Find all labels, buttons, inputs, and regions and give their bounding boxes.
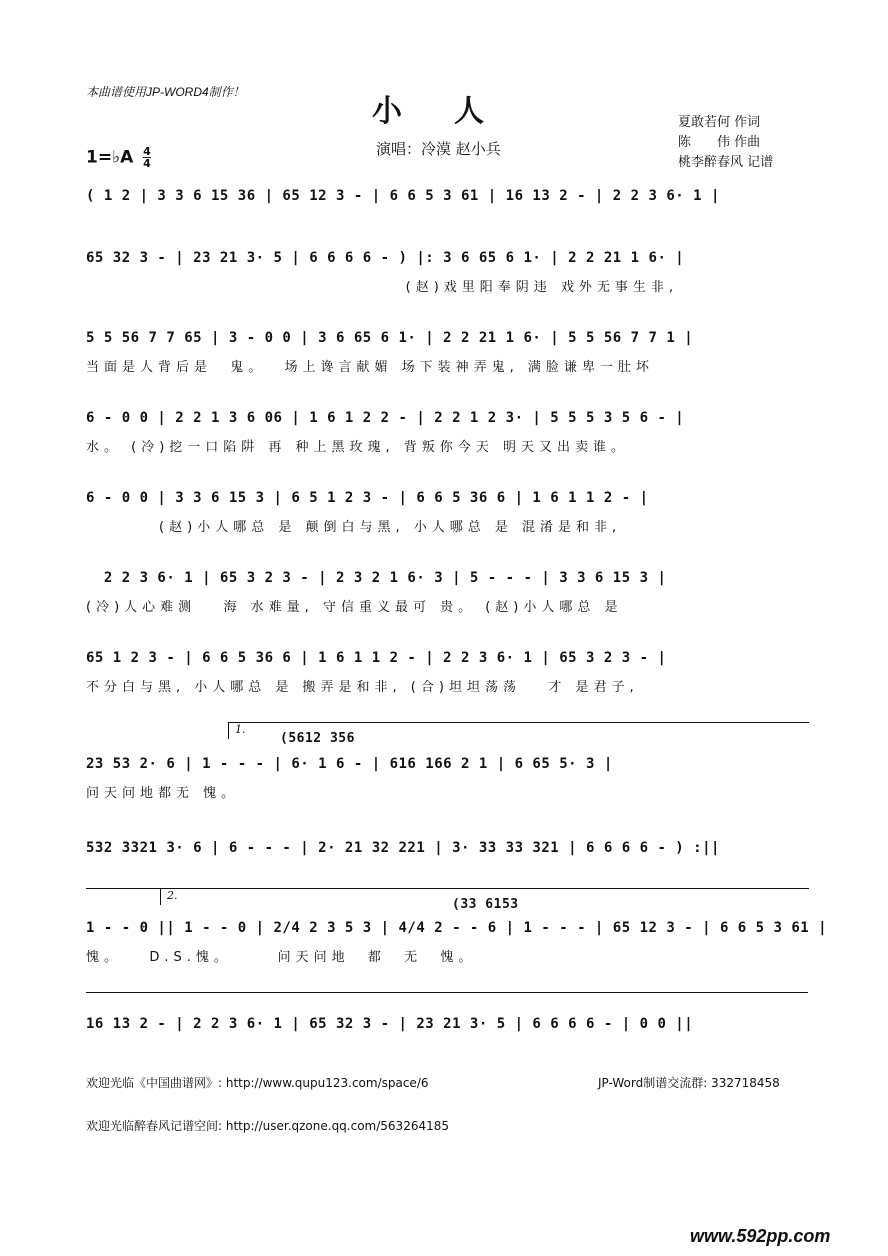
music-line-3: 5 5 56 7 7 65 | 3 - 0 0 | 3 6 65 6 1· | 2 2 21 1 6· | 5 5 56 7 7 1 | <box>86 330 694 346</box>
lyric-line-7: 不分白与黑, 小人哪总 是 搬弄是和非, (合)坦坦荡荡 才 是君子, <box>86 680 639 695</box>
key-label: 1=♭A <box>86 147 134 168</box>
footer-link-space[interactable]: 欢迎光临醉春风记谱空间: http://user.qzone.qq.com/563264185 <box>86 1119 450 1133</box>
composer-credit: 陈 伟 作曲 <box>678 135 761 150</box>
music-line-9: 532 3321 3· 6 | 6 - - - | 2· 21 32 221 | 3· 33 33 321 | 6 6 6 6 - ) :|| <box>86 840 720 856</box>
lyric-line-3: 当面是人背后是 鬼。 场上谗言献媚 场下装神弄鬼, 满脸谦卑一肚坏 <box>86 360 654 375</box>
transcriber-credit: 桃李醉春风 记谱 <box>678 155 774 170</box>
music-line-7: 65 1 2 3 - | 6 6 5 36 6 | 1 6 1 1 2 - | 2 2 3 6· 1 | 65 3 2 3 - | <box>86 650 667 666</box>
key-signature <box>86 146 151 169</box>
music-line-2: 65 32 3 - | 23 21 3· 5 | 6 6 6 6 - ) |: 3 6 65 6 1· | 2 2 21 1 6· | <box>86 250 685 266</box>
music-line-4: 6 - 0 0 | 2 2 1 3 6 06 | 1 6 1 2 2 - | 2 2 1 2 3· | 5 5 5 3 5 6 - | <box>86 410 685 426</box>
time-signature <box>143 146 151 169</box>
maker-note: 本曲谱使用JP-WORD4制作！ <box>86 85 245 99</box>
lyric-line-2: (赵)戏里阳奉阴违 戏外无事生非, <box>86 280 679 295</box>
lyric-line-5: (赵)小人哪总 是 颠倒白与黑, 小人哪总 是 混淆是和非, <box>86 520 622 535</box>
music-line-5: 6 - 0 0 | 3 3 6 15 3 | 6 5 1 2 3 - | 6 6 5 36 6 | 1 6 1 1 2 - | <box>86 490 649 506</box>
footer-group: JP-Word制谱交流群: 332718458 <box>598 1076 780 1090</box>
lyric-line-10: 愧。 D.S.愧。 问天问地 都 无 愧。 <box>86 950 477 965</box>
system-rule-2 <box>86 992 808 993</box>
song-title: 小人 <box>372 94 536 129</box>
instrument-fill-1: (5612 356 <box>280 731 355 746</box>
lyricist-credit: 夏敢若何 作词 <box>678 115 761 130</box>
music-line-8: 23 53 2· 6 | 1 - - - | 6· 1 6 - | 616 166 2 1 | 6 65 5· 3 | <box>86 756 613 772</box>
instrument-fill-2: (33 6153 <box>452 897 519 912</box>
music-line-10: 1 - - 0 || 1 - - 0 | 2/4 2 3 5 3 | 4/4 2 - - 6 | 1 - - - | 65 12 3 - | 6 6 5 3 61 | <box>86 920 828 936</box>
lyric-line-6: (冷)人心难测 海 水难量, 守信重义最可 贵。 (赵)小人哪总 是 <box>86 600 623 615</box>
first-ending-label: 1. <box>235 723 246 736</box>
lyric-line-8: 问天问地都无 愧。 <box>86 786 240 801</box>
music-line-11: 16 13 2 - | 2 2 3 6· 1 | 65 32 3 - | 23 21 3· 5 | 6 6 6 6 - | 0 0 || <box>86 1016 694 1032</box>
lyric-line-4: 水。 (冷)挖一口陷阱 再 种上黑玫瑰, 背叛你今天 明天又出卖谁。 <box>86 440 629 455</box>
time-bottom: 4 <box>143 157 151 170</box>
footer-link-site[interactable]: 欢迎光临《中国曲谱网》: http://www.qupu123.com/space/6 <box>86 1076 429 1090</box>
music-line-6: 2 2 3 6· 1 | 65 3 2 3 - | 2 3 2 1 6· 3 | 5 - - - | 3 3 6 15 3 | <box>86 570 667 586</box>
second-ending-label: 2. <box>167 889 178 902</box>
music-line-1: ( 1 2 | 3 3 6 15 36 | 65 12 3 - | 6 6 5 3 61 | 16 13 2 - | 2 2 3 6· 1 | <box>86 188 720 204</box>
singer-credit: 演唱：冷漠 赵小兵 <box>376 140 501 158</box>
time-top: 4 <box>143 145 151 158</box>
watermark: www.592pp.com <box>690 1226 831 1246</box>
